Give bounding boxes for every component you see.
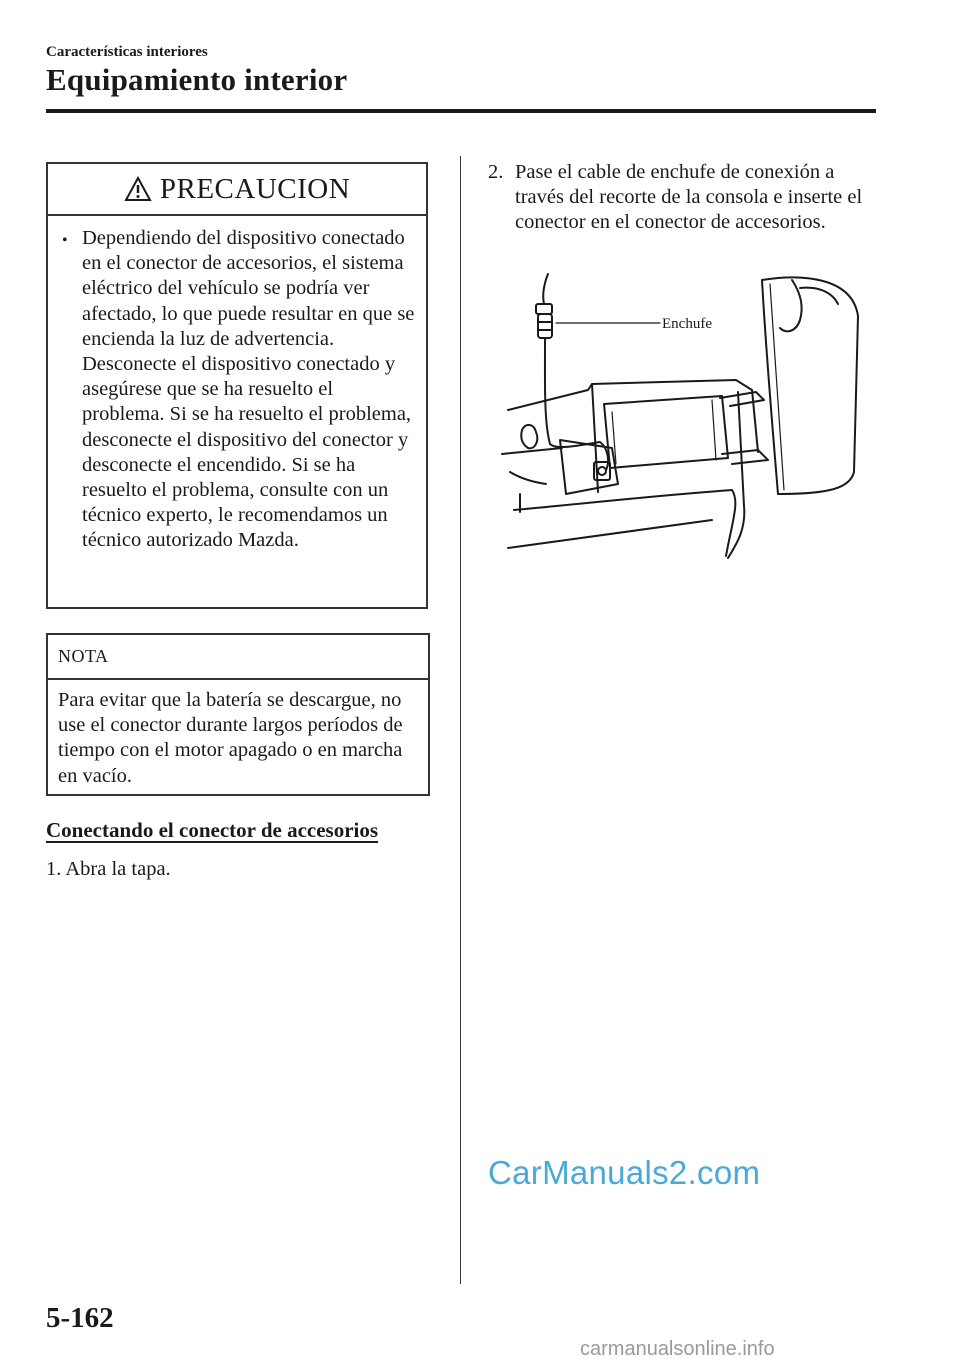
caution-title: PRECAUCION [159, 172, 351, 205]
warning-icon [124, 176, 152, 202]
caution-body [48, 216, 426, 554]
note-text: Para evitar que la batería se descargue, no use el conector durante largos períodos de tiempo con el motor apagado o en marcha en vacío. [58, 689, 403, 787]
step-2 [488, 160, 883, 236]
step-1 [46, 858, 171, 881]
column-divider [460, 156, 461, 1284]
note-box [46, 633, 430, 796]
step-text: Pase el cable de enchufe de conexión a través del recorte de la consola e inserte el conector en el conector de accesorios. [515, 161, 863, 234]
step-text: Abra la tapa. [65, 858, 171, 880]
watermark-logo: CarManuals2.com [488, 1154, 761, 1191]
caution-text: Dependiendo del dispositivo conectado en el conector de accesorios, el sistema eléctrico del vehículo se podría ver afectado, lo que puede resultar en que se encienda la luz de advertencia. Desconecte el dispositivo conectado y asegúrese que se ha resuelto el problema. Si se ha resuelto el problema, desconecte el dispositivo del conector y desconecte el encendido. Si se ha resuelto el problema, consulte con un técnico experto, le recomendamos un técnico autorizado Mazda. [82, 227, 415, 552]
page-number: 5-162 [46, 1302, 114, 1334]
section-heading: Conectando el conector de accesorios [46, 818, 379, 842]
caution-box [46, 162, 428, 609]
bullet-icon: • [62, 232, 68, 249]
header-rule [46, 109, 876, 113]
step-number: 2. [488, 161, 504, 183]
illustration-label: Enchufe [662, 316, 712, 332]
section-label: Características interiores [46, 44, 208, 60]
footer-site: carmanualsonline.info [580, 1338, 775, 1360]
step-number: 1. [46, 858, 62, 880]
note-title: NOTA [48, 635, 428, 680]
page-title: Equipamiento interior [46, 62, 348, 97]
caution-header [48, 164, 426, 216]
